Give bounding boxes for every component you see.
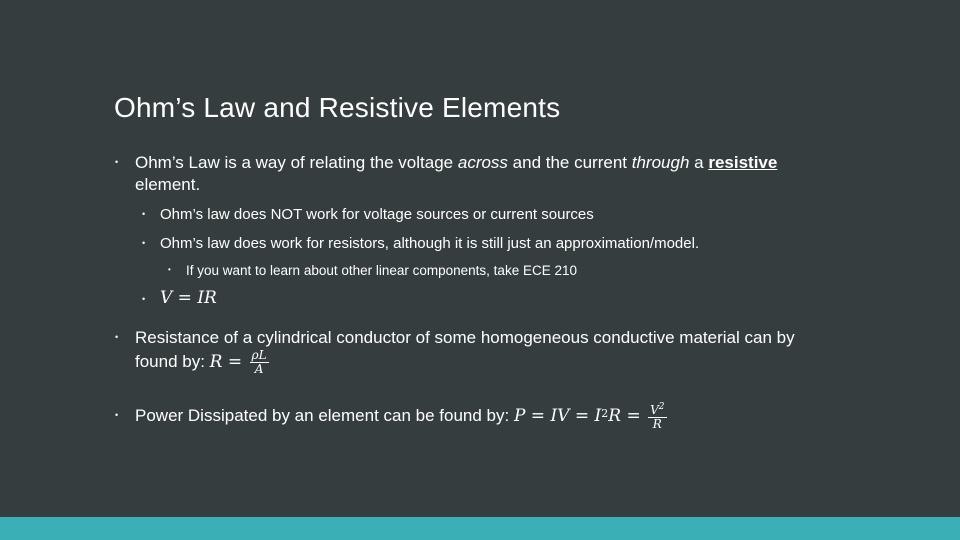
bullet-text: found by: (135, 352, 210, 371)
fraction-denominator: R (652, 417, 662, 431)
eq-superscript-2: 2 (601, 407, 609, 420)
fraction-numerator (648, 401, 666, 418)
bullet-text: a (689, 153, 709, 172)
equation-ohms-law (160, 288, 217, 308)
emphasis-resistive: resistive (708, 153, 778, 172)
bullet-text: and the current (507, 153, 632, 172)
bullet-dot: • (168, 265, 171, 274)
bullet-ece210: If you want to learn about other linear components, take ECE 210 (186, 263, 577, 278)
bullet-dot: • (142, 294, 146, 304)
accent-bar (0, 517, 960, 540)
bullet-text: Resistance of a cylindrical conductor of some homogeneous conductive material can by (135, 328, 795, 347)
bullet-dot: • (115, 410, 119, 420)
bullet-ohms-law (135, 152, 855, 196)
bullet-text: Ohm’s Law is a way of relating the voltage (135, 153, 458, 172)
bullet-dot: • (142, 209, 146, 219)
eq-equals: = (525, 406, 551, 426)
eq-v: V (160, 288, 173, 308)
slide-title: Ohm’s Law and Resistive Elements (114, 92, 561, 123)
bullet-dot: • (115, 157, 119, 167)
bullet-text: Power Dissipated by an element can be found by: (135, 406, 514, 425)
eq-ir: IR (197, 288, 217, 308)
eq-i: I (594, 406, 602, 426)
emphasis-through: through (631, 153, 690, 172)
bullet-dot: • (142, 238, 146, 248)
bullet-text: element. (135, 175, 201, 194)
eq-equals: = (222, 352, 248, 372)
bullet-power (135, 396, 669, 436)
emphasis-across: across (457, 153, 508, 172)
bullet-dot: • (115, 332, 119, 342)
bullet-resistors: Ohm’s law does work for resistors, although it is still just an approximation/model. (160, 235, 700, 252)
eq-equals: = (569, 406, 595, 426)
eq-r: R (608, 406, 622, 426)
eq-equals: = (172, 288, 198, 308)
bullet-not-sources: Ohm’s law does NOT work for voltage sources or current sources (160, 206, 594, 223)
bullet-resistance (135, 327, 855, 375)
fraction-v2-over-r (648, 401, 666, 431)
eq-r: R (209, 352, 223, 372)
eq-iv: IV (550, 406, 570, 426)
fraction-denominator: A (254, 361, 264, 376)
eq-p: P (513, 406, 526, 426)
fraction-numerator: ρL (251, 347, 267, 362)
fraction-rho-l-over-a (250, 349, 269, 376)
eq-equals: = (621, 406, 647, 426)
eq-v: V (650, 403, 659, 417)
eq-superscript-2: 2 (658, 402, 665, 412)
bullet-text-line2 (135, 349, 855, 375)
